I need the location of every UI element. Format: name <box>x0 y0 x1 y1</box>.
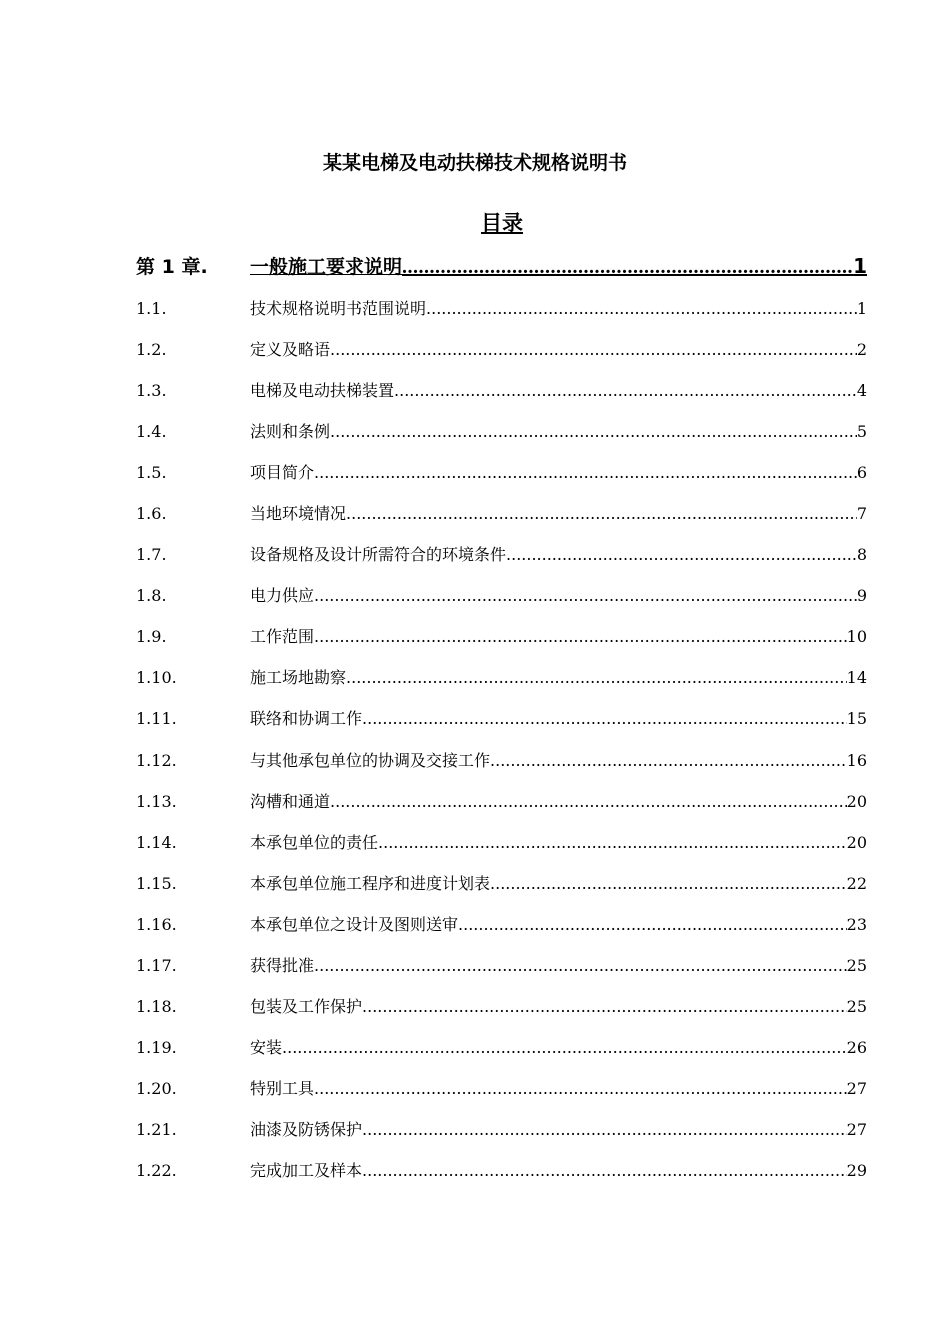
toc-entry[interactable] <box>136 1155 867 1196</box>
toc-entry[interactable] <box>136 909 867 950</box>
toc-dot-leader <box>330 416 857 448</box>
toc-entry-page: 26 <box>846 1037 867 1057</box>
toc-entry-number: 1.22. <box>136 1160 177 1180</box>
toc-entry-label: 联络和协调工作 <box>250 709 363 729</box>
toc-entry-label: 本承包单位之设计及图则送审 <box>250 914 459 934</box>
toc-entry-label: 定义及略语 <box>250 340 331 360</box>
toc-dot-leader <box>330 786 847 818</box>
toc-dot-leader <box>402 251 853 283</box>
toc-entry[interactable] <box>136 375 867 416</box>
toc-entry-page: 9 <box>856 586 867 606</box>
toc-entry-label: 完成加工及样本 <box>250 1160 363 1180</box>
toc-entry-page: 5 <box>856 422 867 442</box>
toc-entry-label: 施工场地勘察 <box>250 668 347 688</box>
toc-entry-label: 工作范围 <box>250 627 315 647</box>
toc-entry-number: 1.21. <box>136 1119 177 1139</box>
toc-entry-label: 安装 <box>250 1037 283 1057</box>
toc-chapter-page: 1 <box>853 254 867 278</box>
toc-dot-leader <box>314 580 857 612</box>
toc-entry-number: 1.17. <box>136 955 177 975</box>
toc-entry-page: 20 <box>846 832 867 852</box>
toc-entry-page: 27 <box>846 1119 867 1139</box>
toc-entry-page: 4 <box>856 381 867 401</box>
toc-chapter-number: 第 1 章. <box>136 256 208 278</box>
toc-entry[interactable] <box>136 539 867 580</box>
toc-dot-leader <box>314 621 847 653</box>
toc-entry-number: 1.15. <box>136 873 177 893</box>
toc-entry-label: 沟槽和通道 <box>250 791 331 811</box>
toc-entry[interactable] <box>136 416 867 457</box>
toc-dot-leader <box>490 745 847 777</box>
toc-dot-leader <box>378 827 847 859</box>
toc-dot-leader <box>314 1073 847 1105</box>
toc-entry[interactable] <box>136 745 867 786</box>
toc-entry-number: 1.8. <box>136 586 167 606</box>
toc-entry[interactable] <box>136 662 867 703</box>
toc-chapter-label: 一般施工要求说明 <box>250 256 403 278</box>
toc-entry-number: 1.7. <box>136 545 167 565</box>
toc-entry-page: 16 <box>846 750 867 770</box>
toc-dot-leader <box>362 1155 847 1187</box>
toc-entry[interactable] <box>136 827 867 868</box>
toc-entry-number: 1.1. <box>136 299 167 318</box>
toc-entry[interactable] <box>136 1032 867 1073</box>
toc-entry[interactable] <box>136 293 867 334</box>
toc-dot-leader <box>458 909 847 941</box>
toc-entry[interactable] <box>136 1073 867 1114</box>
toc-dot-leader <box>394 375 857 407</box>
toc-entry-number: 1.4. <box>136 422 167 442</box>
toc-entry-number: 1.20. <box>136 1078 177 1098</box>
toc-entry-page: 15 <box>846 709 867 729</box>
toc-entry-number: 1.13. <box>136 791 177 811</box>
toc-entry-number: 1.19. <box>136 1037 177 1057</box>
toc-entry-number: 1.14. <box>136 832 177 852</box>
toc-entry-label: 法则和条例 <box>250 422 331 442</box>
toc-entry-label: 本承包单位施工程序和进度计划表 <box>250 873 491 893</box>
document-title: 某某电梯及电动扶梯技术规格说明书 <box>322 152 627 174</box>
toc-dot-leader <box>426 293 857 325</box>
toc-entry-label: 包装及工作保护 <box>250 996 363 1016</box>
toc-entry[interactable] <box>136 703 867 744</box>
toc-chapter-entry[interactable] <box>136 250 867 293</box>
toc-entry-label: 特别工具 <box>250 1078 315 1098</box>
toc-entry-page: 25 <box>846 955 867 975</box>
toc-entry-page: 1 <box>856 299 867 318</box>
toc-entry-label: 项目简介 <box>250 463 315 483</box>
toc-entry-label: 当地环境情况 <box>250 504 347 524</box>
toc-entry-page: 20 <box>846 791 867 811</box>
toc-entry-number: 1.9. <box>136 627 167 647</box>
toc-dot-leader <box>314 457 857 489</box>
toc-entry-number: 1.18. <box>136 996 177 1016</box>
toc-entry-number: 1.2. <box>136 340 167 360</box>
toc-entry[interactable] <box>136 950 867 991</box>
toc-entry[interactable] <box>136 334 867 375</box>
toc-entry-label: 获得批准 <box>250 955 315 975</box>
toc-entry[interactable] <box>136 868 867 909</box>
toc-entry-label: 与其他承包单位的协调及交接工作 <box>250 750 491 770</box>
toc-entry[interactable] <box>136 1114 867 1155</box>
toc-dot-leader <box>362 991 847 1023</box>
toc-entry-number: 1.12. <box>136 750 177 770</box>
toc-dot-leader <box>330 334 857 366</box>
toc-entry-number: 1.10. <box>136 668 177 688</box>
toc-entry[interactable] <box>136 991 867 1032</box>
toc-entry[interactable] <box>136 580 867 621</box>
toc-dot-leader <box>490 868 847 900</box>
toc-entry-label: 设备规格及设计所需符合的环境条件 <box>250 545 507 565</box>
toc-entry-page: 2 <box>856 340 867 360</box>
toc-entry-page: 22 <box>846 873 867 893</box>
toc-entry-label: 电梯及电动扶梯装置 <box>250 381 395 401</box>
toc-entry[interactable] <box>136 498 867 539</box>
toc-heading: 目录 <box>481 211 523 235</box>
toc-entry-number: 1.3. <box>136 381 167 401</box>
toc-entry-page: 29 <box>846 1160 867 1180</box>
toc-entry-number: 1.16. <box>136 914 177 934</box>
toc-entry-number: 1.6. <box>136 504 167 524</box>
toc-entry-label: 电力供应 <box>250 586 315 606</box>
toc-entry-label: 本承包单位的责任 <box>250 832 379 852</box>
toc-dot-leader <box>346 498 857 530</box>
toc-entry-label: 技术规格说明书范围说明 <box>250 299 427 318</box>
toc-entry[interactable] <box>136 786 867 827</box>
toc-entry-page: 7 <box>856 504 867 524</box>
toc-dot-leader <box>346 662 847 694</box>
toc-entry-label: 油漆及防锈保护 <box>250 1119 363 1139</box>
toc-dot-leader <box>362 703 847 735</box>
toc-dot-leader <box>314 950 847 982</box>
toc-entry-number: 1.11. <box>136 709 177 729</box>
toc-entry-page: 6 <box>856 463 867 483</box>
table-of-contents <box>136 250 867 1196</box>
toc-entry-page: 8 <box>856 545 867 565</box>
toc-entry[interactable] <box>136 457 867 498</box>
toc-entry-page: 14 <box>846 668 867 688</box>
toc-dot-leader <box>282 1032 847 1064</box>
toc-entry-page: 10 <box>846 627 867 647</box>
toc-entry-page: 23 <box>846 914 867 934</box>
toc-entry-page: 27 <box>846 1078 867 1098</box>
toc-entry[interactable] <box>136 621 867 662</box>
toc-entry-number: 1.5. <box>136 463 167 483</box>
toc-dot-leader <box>362 1114 847 1146</box>
toc-entry-page: 25 <box>846 996 867 1016</box>
toc-dot-leader <box>506 539 857 571</box>
